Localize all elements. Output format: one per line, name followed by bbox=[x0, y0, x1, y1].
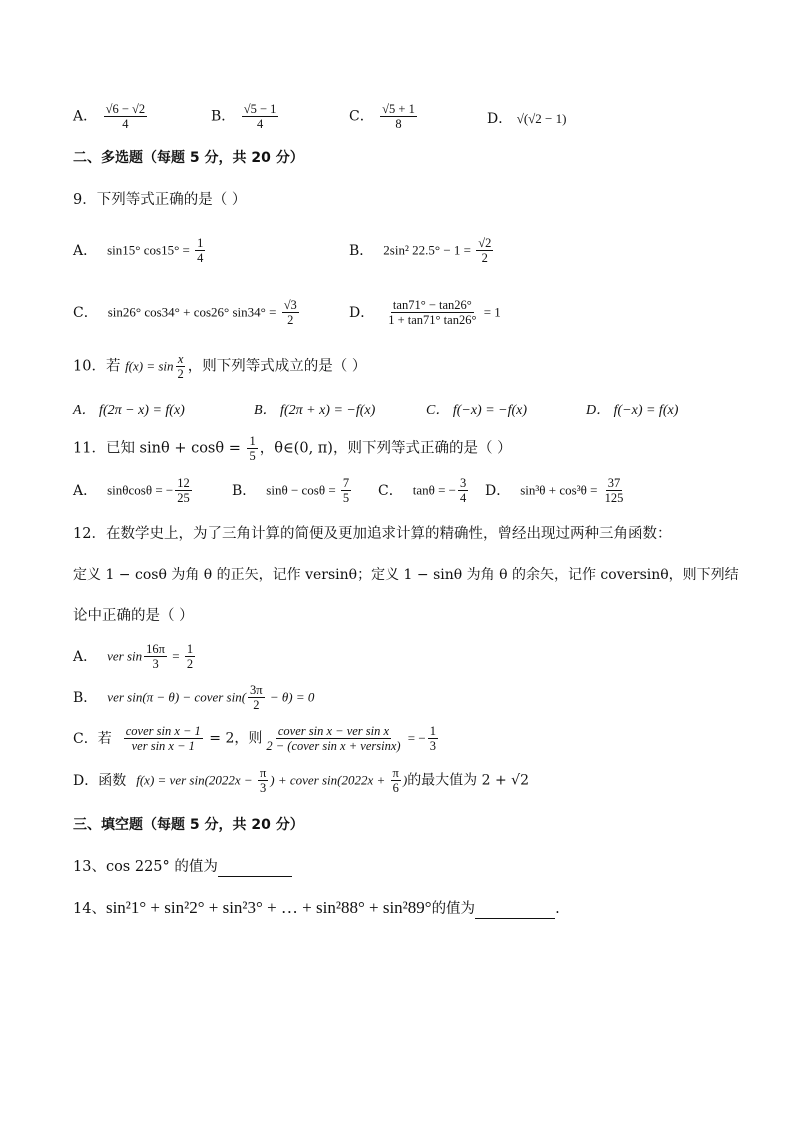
denominator: 8 bbox=[395, 117, 402, 131]
q10-option-b: B． f(2π + x) = −f(x) bbox=[254, 403, 376, 418]
fraction bbox=[380, 102, 417, 131]
expression: √(√2 − 1) bbox=[516, 111, 567, 126]
fraction bbox=[282, 298, 299, 327]
numerator: x bbox=[177, 352, 184, 366]
numerator: 1 bbox=[197, 236, 204, 250]
expression: 的最大值为 2 + √2 bbox=[407, 772, 530, 789]
denominator: 2 bbox=[287, 313, 294, 327]
q10-option-c: C． f(−x) = −f(x) bbox=[426, 403, 528, 418]
q12-stem-line-2: 定义 1 − cosθ 为角 θ 的正矢，记作 versinθ；定义 1 − sinθ 为角 θ 的余矢，记作 coversinθ，则下列结 bbox=[73, 567, 739, 583]
expression: f(x) = ver sin(2022x − bbox=[136, 772, 256, 788]
q9-option-c bbox=[73, 298, 301, 327]
option-label: D． bbox=[487, 111, 513, 127]
numerator: π bbox=[259, 766, 267, 780]
fraction bbox=[144, 642, 167, 671]
q8-option-a bbox=[73, 102, 149, 131]
denominator: 5 bbox=[342, 491, 350, 505]
q9-stem: 9．下列等式正确的是（ ） bbox=[73, 192, 247, 208]
numerator: cover sin x − 1 bbox=[125, 724, 201, 738]
expression: sin26° cos34° + cos26° sin34° = bbox=[107, 304, 280, 320]
expression: − θ) = 0 bbox=[266, 689, 315, 705]
denominator: 2 bbox=[177, 367, 184, 381]
numerator: √3 bbox=[283, 298, 297, 312]
q12-option-b bbox=[73, 683, 314, 712]
numerator: 1 bbox=[186, 642, 194, 656]
numerator: 37 bbox=[607, 476, 621, 490]
expression: = 2，则 bbox=[204, 730, 263, 747]
numerator: 3π bbox=[250, 683, 263, 697]
fraction bbox=[341, 476, 351, 505]
option-label: C．若 bbox=[73, 730, 112, 747]
q9-option-a bbox=[73, 236, 207, 265]
option-label: D． bbox=[485, 482, 511, 499]
q11-option-b bbox=[232, 476, 353, 505]
stem-text: 11．已知 sinθ + cosθ = bbox=[73, 440, 246, 457]
q8-option-c bbox=[349, 102, 419, 131]
fraction bbox=[124, 724, 203, 753]
fraction bbox=[248, 683, 265, 712]
denominator: 2 bbox=[253, 698, 260, 712]
q11-option-d bbox=[485, 476, 627, 505]
fraction bbox=[391, 766, 401, 795]
denominator: 2 − (cover sin x + versinx) bbox=[266, 739, 401, 753]
answer-blank[interactable] bbox=[475, 902, 555, 919]
section-heading-multiple-choice: 二、多选题（每题 5 分，共 20 分） bbox=[73, 150, 304, 166]
fraction bbox=[185, 642, 195, 671]
answer-blank[interactable] bbox=[218, 860, 292, 877]
expression: ver sin bbox=[107, 648, 143, 664]
expression: sinθ − cosθ = bbox=[266, 482, 339, 498]
expression: 2sin² 22.5° − 1 = bbox=[383, 242, 475, 258]
fraction bbox=[428, 724, 438, 753]
q10-option-d: D． f(−x) = f(x) bbox=[586, 403, 679, 418]
q12-stem-line-1: 12．在数学史上，为了三角计算的简便及更加追求计算的精确性，曾经出现过两种三角函数： bbox=[73, 526, 672, 542]
expression: sin15° cos15° = bbox=[107, 242, 194, 258]
q13-text: 13、cos 225° 的值为 bbox=[73, 859, 218, 875]
q12-option-c bbox=[73, 724, 440, 753]
numerator: √2 bbox=[478, 236, 492, 250]
q11-stem bbox=[73, 434, 754, 463]
q12-option-d bbox=[73, 766, 529, 795]
q11-option-c bbox=[378, 476, 470, 505]
option-label: A． bbox=[73, 242, 98, 259]
q10-option-a: A． f(2π − x) = f(x) bbox=[73, 403, 185, 418]
q8-option-b bbox=[211, 102, 280, 131]
expression: tanθ = − bbox=[412, 482, 456, 498]
numerator: 16π bbox=[146, 642, 165, 656]
numerator: √5 − 1 bbox=[243, 102, 277, 116]
denominator: 6 bbox=[392, 781, 399, 795]
q8-option-d bbox=[487, 108, 566, 128]
numerator: 3 bbox=[460, 476, 467, 490]
option-label: D．函数 bbox=[73, 772, 127, 789]
fraction bbox=[458, 476, 468, 505]
option-label: C． bbox=[73, 304, 98, 321]
q10-stem bbox=[73, 352, 754, 381]
option-label: B． bbox=[232, 482, 257, 499]
fraction bbox=[242, 102, 279, 131]
numerator: 1 bbox=[249, 434, 256, 448]
fraction bbox=[264, 724, 402, 753]
fraction bbox=[258, 766, 268, 795]
fraction bbox=[386, 298, 478, 327]
stem-text: 10．若 bbox=[73, 358, 126, 375]
fraction bbox=[176, 352, 186, 381]
denominator: 3 bbox=[259, 781, 267, 795]
q9-option-d bbox=[349, 298, 501, 327]
denominator: 3 bbox=[152, 657, 159, 671]
denominator: 3 bbox=[429, 739, 436, 753]
q14-end: . bbox=[555, 901, 560, 917]
q14 bbox=[73, 898, 754, 919]
q12-option-a bbox=[73, 642, 197, 671]
expression: ) + cover sin(2022x + bbox=[270, 772, 389, 788]
section-heading-fill-in: 三、填空题（每题 5 分，共 20 分） bbox=[73, 817, 304, 833]
option-label: B． bbox=[349, 242, 374, 259]
q14-expression: sin²1° + sin²2° + sin²3° + … + sin²88° + sin²89° bbox=[105, 898, 432, 917]
option-label: A． bbox=[73, 108, 98, 125]
expression: = − bbox=[404, 730, 426, 746]
denominator: 4 bbox=[122, 117, 129, 131]
option-label: A． bbox=[73, 482, 98, 499]
stem-text: ，则下列等式成立的是（ ） bbox=[187, 358, 367, 375]
numerator: √6 − √2 bbox=[105, 102, 146, 116]
function-expression: f(x) = sin bbox=[125, 358, 174, 374]
denominator: 4 bbox=[256, 117, 264, 131]
denominator: 5 bbox=[249, 449, 256, 463]
denominator: 1 + tan71° tan26° bbox=[388, 313, 477, 327]
expression: ) bbox=[402, 772, 408, 788]
q14-label: 14、 bbox=[73, 901, 106, 917]
denominator: 4 bbox=[197, 251, 204, 265]
denominator: ver sin x − 1 bbox=[131, 739, 195, 753]
option-label: C． bbox=[378, 482, 403, 499]
denominator: 25 bbox=[177, 491, 190, 505]
option-label: D． bbox=[349, 304, 375, 321]
q9-option-b bbox=[349, 236, 495, 265]
fraction bbox=[175, 476, 192, 505]
denominator: 2 bbox=[481, 251, 488, 265]
option-label: C． bbox=[349, 108, 374, 125]
fraction bbox=[603, 476, 626, 505]
stem-text: ，θ∈(0, π)，则下列等式正确的是（ ） bbox=[259, 440, 512, 457]
fraction bbox=[247, 434, 257, 463]
option-label: A． bbox=[73, 648, 98, 665]
denominator: 2 bbox=[186, 657, 194, 671]
option-label: B． bbox=[73, 689, 98, 706]
numerator: tan71° − tan26° bbox=[392, 298, 472, 312]
expression: = bbox=[168, 648, 183, 664]
numerator: 12 bbox=[177, 476, 190, 490]
q12-stem-line-3: 论中正确的是（ ） bbox=[73, 608, 194, 624]
expression: sin³θ + cos³θ = bbox=[520, 482, 601, 498]
expression: ver sin(π − θ) − cover sin( bbox=[107, 689, 247, 705]
fraction bbox=[476, 236, 493, 265]
numerator: π bbox=[392, 766, 399, 780]
fraction bbox=[195, 236, 205, 265]
q14-tail: 的值为 bbox=[431, 901, 476, 917]
numerator: cover sin x − ver sin x bbox=[277, 724, 390, 738]
q11-option-a bbox=[73, 476, 194, 505]
option-label: B． bbox=[211, 108, 236, 125]
q13 bbox=[73, 857, 754, 877]
denominator: 125 bbox=[604, 491, 624, 505]
numerator: 7 bbox=[342, 476, 350, 490]
fraction bbox=[104, 102, 148, 131]
numerator: √5 + 1 bbox=[382, 102, 415, 116]
expression: = 1 bbox=[480, 304, 501, 320]
denominator: 4 bbox=[460, 491, 467, 505]
expression: sinθcosθ = − bbox=[107, 482, 174, 498]
numerator: 1 bbox=[429, 724, 436, 738]
